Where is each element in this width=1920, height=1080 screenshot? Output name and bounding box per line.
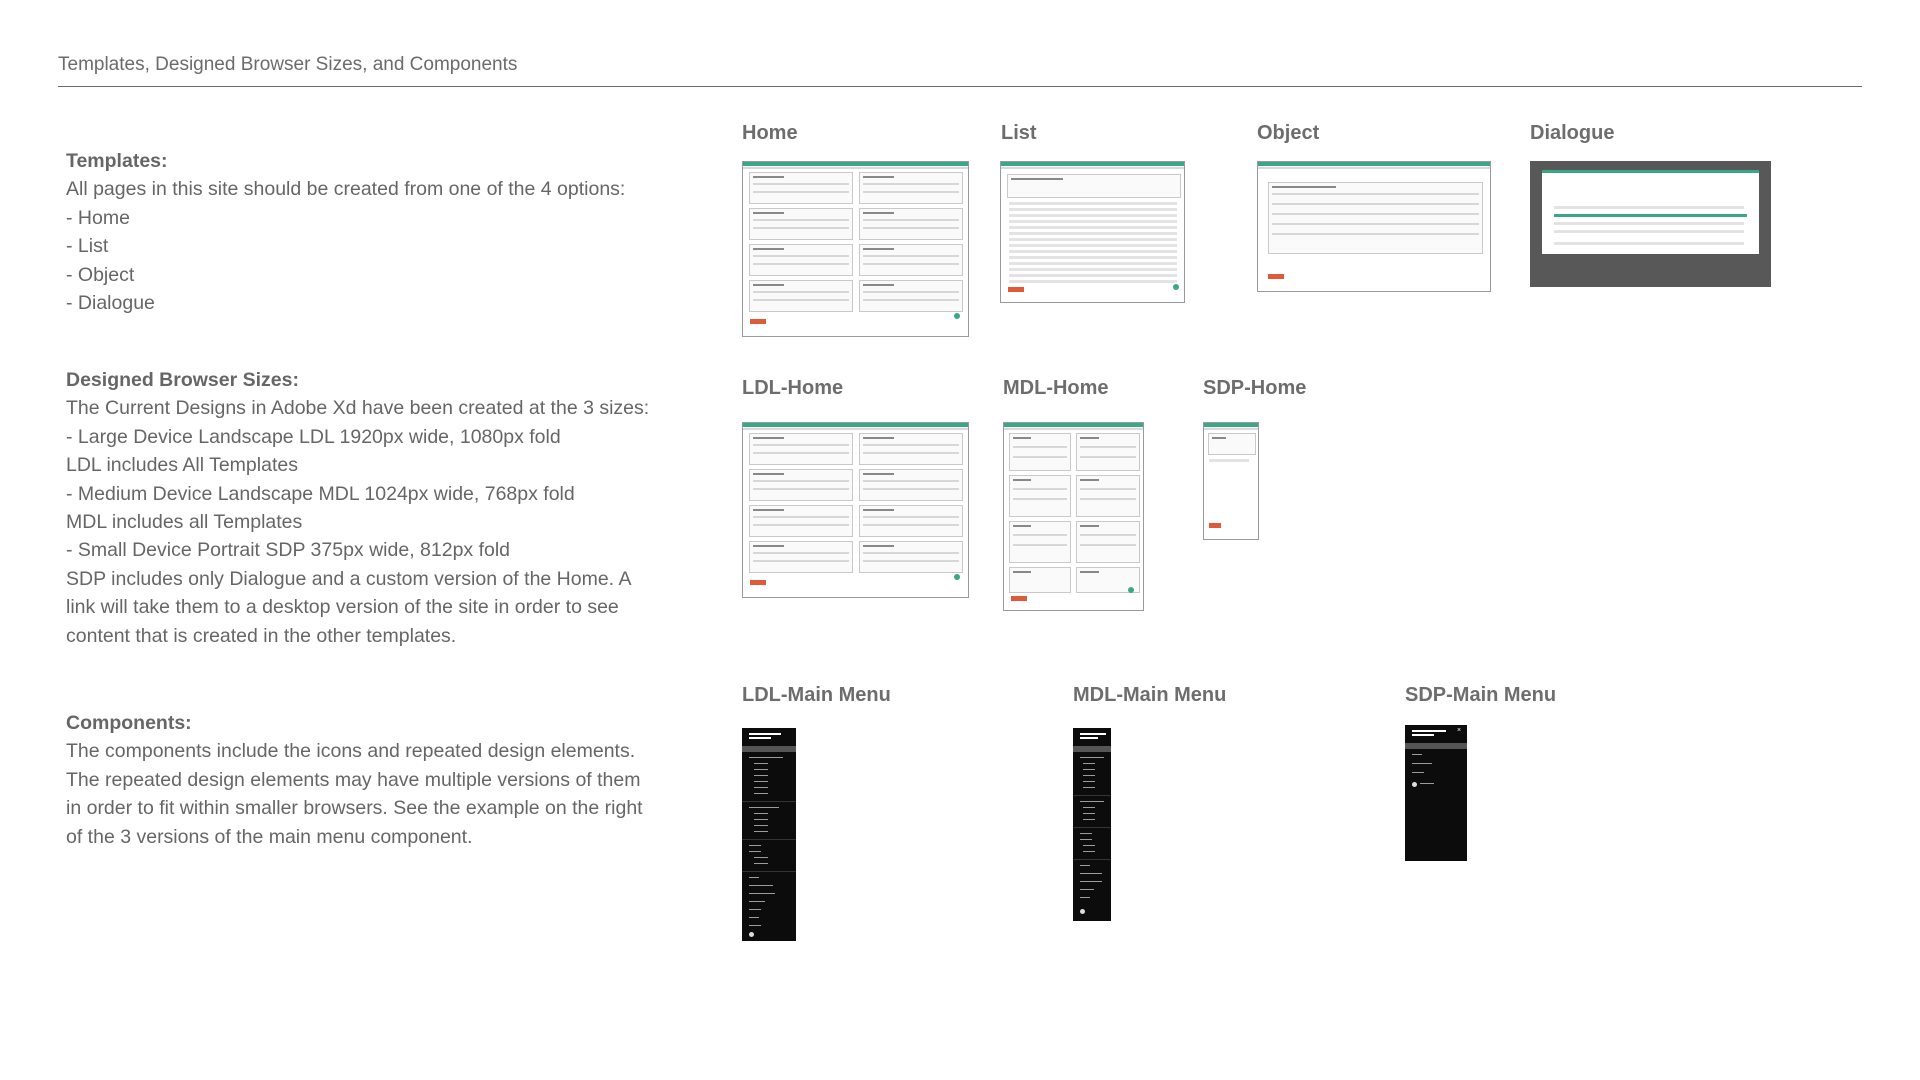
- sdp-main-menu-label: SDP-Main Menu: [1405, 684, 1557, 706]
- components-line: The components include the icons and repeated design elements.: [66, 740, 636, 763]
- browser-sizes-line: - Large Device Landscape LDL 1920px wide, 1080px fold: [66, 425, 561, 448]
- templates-section: [66, 147, 696, 317]
- browser-sizes-line: MDL includes all Templates: [66, 511, 303, 534]
- ldl-home-thumbnail[interactable]: [742, 422, 969, 598]
- browser-sizes-line: SDP includes only Dialogue and a custom version of the Home. A: [66, 567, 632, 590]
- templates-heading: Templates:: [66, 150, 168, 172]
- sdp-main-menu-thumbnail[interactable]: [1405, 725, 1467, 861]
- title-divider: [58, 86, 1862, 87]
- components-heading: Components:: [66, 712, 192, 734]
- mdl-home-thumbnail[interactable]: [1003, 422, 1144, 611]
- sdp-home-thumbnail[interactable]: [1203, 422, 1259, 540]
- components-line: in order to fit within smaller browsers. See the example on the right: [66, 797, 643, 820]
- home-label: Home: [742, 122, 798, 144]
- close-icon: ×: [1457, 727, 1462, 734]
- mdl-home-label: MDL-Home: [1003, 377, 1109, 399]
- browser-sizes-section: [66, 366, 696, 650]
- browser-sizes-line: LDL includes All Templates: [66, 454, 298, 477]
- dialogue-template-thumbnail[interactable]: [1530, 161, 1771, 287]
- ldl-main-menu-thumbnail[interactable]: [742, 728, 796, 941]
- object-label: Object: [1257, 122, 1320, 144]
- mdl-main-menu-label: MDL-Main Menu: [1073, 684, 1227, 706]
- browser-sizes-line: link will take them to a desktop version of the site in order to see: [66, 596, 619, 619]
- templates-line: - List: [66, 235, 109, 258]
- browser-sizes-line: The Current Designs in Adobe Xd have been created at the 3 sizes:: [66, 397, 650, 420]
- browser-sizes-line: - Medium Device Landscape MDL 1024px wide, 768px fold: [66, 482, 575, 505]
- object-template-thumbnail[interactable]: [1257, 161, 1491, 292]
- ldl-main-menu-label: LDL-Main Menu: [742, 684, 891, 706]
- ldl-home-label: LDL-Home: [742, 377, 844, 399]
- browser-sizes-heading: Designed Browser Sizes:: [66, 369, 299, 391]
- templates-line: All pages in this site should be created from one of the 4 options:: [66, 178, 626, 201]
- templates-line: - Object: [66, 263, 135, 286]
- list-template-thumbnail[interactable]: [1000, 161, 1185, 303]
- mdl-main-menu-thumbnail[interactable]: [1073, 728, 1111, 921]
- browser-sizes-line: - Small Device Portrait SDP 375px wide, 812px fold: [66, 539, 511, 562]
- browser-sizes-line: content that is created in the other templates.: [66, 624, 457, 647]
- components-line: The repeated design elements may have multiple versions of them: [66, 768, 641, 791]
- list-label: List: [1001, 122, 1037, 144]
- page-title: Templates, Designed Browser Sizes, and Components: [58, 54, 518, 75]
- templates-line: - Dialogue: [66, 292, 155, 315]
- sdp-home-label: SDP-Home: [1203, 377, 1307, 399]
- dialogue-label: Dialogue: [1530, 122, 1615, 144]
- components-section: [66, 709, 696, 851]
- components-line: of the 3 versions of the main menu component.: [66, 825, 473, 848]
- templates-line: - Home: [66, 206, 130, 229]
- home-template-thumbnail[interactable]: [742, 161, 969, 337]
